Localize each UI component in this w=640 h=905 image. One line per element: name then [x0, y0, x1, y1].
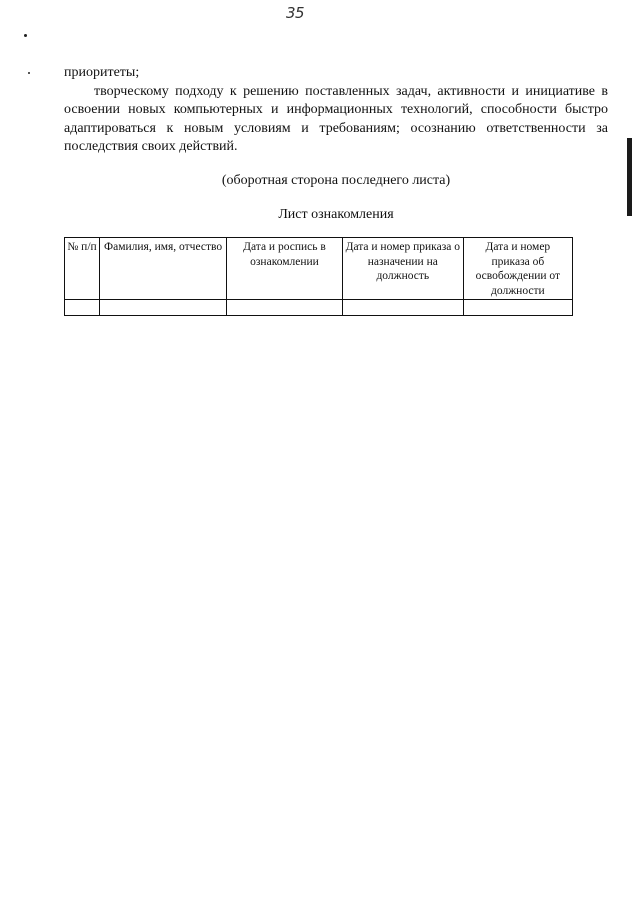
header-number: № п/п [65, 238, 100, 300]
table-cell [342, 300, 463, 316]
table-cell [100, 300, 227, 316]
document-body [64, 64, 608, 157]
header-full-name: Фамилия, имя, отчество [100, 238, 227, 300]
scan-edge-mark [627, 138, 632, 216]
header-appointment-order: Дата и номер приказа о назначении на должность [342, 238, 463, 300]
reverse-side-note: (оборотная сторона последнего листа) [221, 173, 451, 188]
table-cell [65, 300, 100, 316]
header-dismissal-order: Дата и номер приказа об освобождении от должности [463, 238, 572, 300]
margin-mark [28, 72, 30, 74]
margin-mark [24, 34, 27, 37]
paragraph-creative-approach: творческому подходу к решению поставленных задач, активности и инициативе в освоении новых компьютерных и информационных технологий, способности быстро адаптироваться к новым условиям и требованиям; осознанию ответственности за последствия своих действий. [64, 83, 608, 154]
sheet-title: Лист ознакомления [278, 207, 394, 222]
paragraph-priorities: приоритеты; [64, 65, 140, 80]
page-number: 35 [286, 4, 305, 22]
acknowledgement-table [64, 237, 573, 316]
header-date-signature: Дата и роспись в ознакомлении [227, 238, 343, 300]
table-cell [463, 300, 572, 316]
table-row [65, 300, 573, 316]
table-cell [227, 300, 343, 316]
table-header-row [65, 238, 573, 300]
